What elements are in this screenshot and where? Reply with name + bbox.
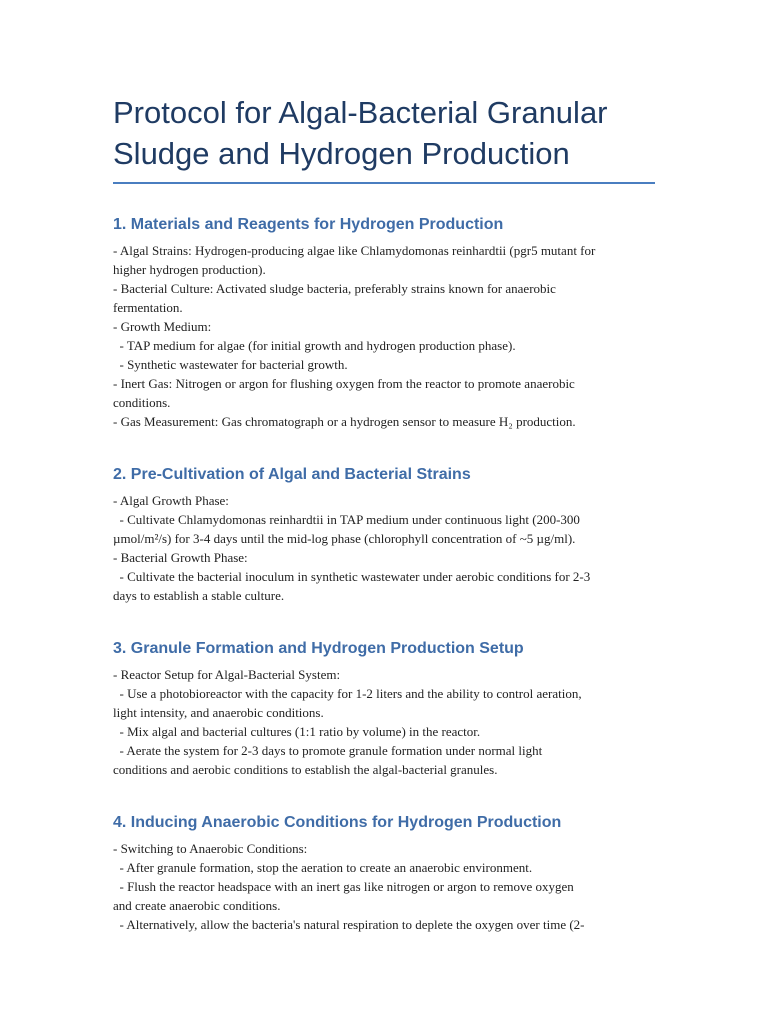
section-materials (113, 214, 655, 431)
section-granule-formation (113, 638, 655, 779)
body-line: - Gas Measurement: Gas chromatograph or a hydrogen sensor to measure H₂ production. (113, 414, 576, 429)
body-line: - Reactor Setup for Algal-Bacterial System: (113, 667, 341, 682)
section-heading: 1. Materials and Reagents for Hydrogen Production (113, 216, 504, 233)
section-pre-cultivation (113, 464, 655, 605)
section-heading: 4. Inducing Anaerobic Conditions for Hydrogen Production (113, 814, 562, 831)
body-line: conditions. (113, 395, 171, 410)
body-line: - Synthetic wastewater for bacterial growth. (113, 357, 348, 372)
body-line: light intensity, and anaerobic conditions. (113, 705, 324, 720)
body-line: - Bacterial Growth Phase: (113, 550, 248, 565)
body-line: - Cultivate Chlamydomonas reinhardtii in TAP medium under continuous light (200-300 (113, 512, 580, 527)
body-line: - Switching to Anaerobic Conditions: (113, 841, 308, 856)
section-anaerobic-conditions (113, 812, 655, 934)
body-line: fermentation. (113, 300, 183, 315)
section-heading: 3. Granule Formation and Hydrogen Production Setup (113, 640, 524, 657)
title-line: Sludge and Hydrogen Production (113, 136, 570, 171)
section-body (113, 839, 655, 934)
body-line: - Algal Growth Phase: (113, 493, 229, 508)
body-line: - Bacterial Culture: Activated sludge bacteria, preferably strains known for anaerobic (113, 281, 556, 296)
body-line: and create anaerobic conditions. (113, 898, 281, 913)
body-line: - Flush the reactor headspace with an inert gas like nitrogen or argon to remove oxygen (113, 879, 574, 894)
title-underline (113, 182, 655, 184)
title-line: Protocol for Algal-Bacterial Granular (113, 95, 608, 130)
body-line: days to establish a stable culture. (113, 588, 285, 603)
document-title (113, 92, 655, 174)
body-line: - Aerate the system for 2-3 days to promote granule formation under normal light (113, 743, 543, 758)
body-line: µmol/m²/s) for 3-4 days until the mid-log phase (chlorophyll concentration of ~5 µg/ml). (113, 531, 576, 546)
body-line: - Cultivate the bacterial inoculum in synthetic wastewater under aerobic conditions for 2-3 (113, 569, 591, 584)
body-line: - Inert Gas: Nitrogen or argon for flushing oxygen from the reactor to promote anaerobic (113, 376, 575, 391)
section-heading: 2. Pre-Cultivation of Algal and Bacterial Strains (113, 466, 471, 483)
body-line: - Alternatively, allow the bacteria's natural respiration to deplete the oxygen over time (2- (113, 917, 585, 932)
body-line: conditions and aerobic conditions to establish the algal-bacterial granules. (113, 762, 498, 777)
section-body (113, 665, 655, 779)
document-page (113, 92, 655, 934)
section-body (113, 241, 655, 431)
body-line: - Growth Medium: (113, 319, 212, 334)
body-line: - After granule formation, stop the aeration to create an anaerobic environment. (113, 860, 533, 875)
body-line: - Use a photobioreactor with the capacity for 1-2 liters and the ability to control aeration, (113, 686, 582, 701)
section-body (113, 491, 655, 605)
body-line: - Mix algal and bacterial cultures (1:1 ratio by volume) in the reactor. (113, 724, 481, 739)
body-line: - Algal Strains: Hydrogen-producing algae like Chlamydomonas reinhardtii (pgr5 mutant for (113, 243, 596, 258)
body-line: higher hydrogen production). (113, 262, 266, 277)
body-line: - TAP medium for algae (for initial growth and hydrogen production phase). (113, 338, 516, 353)
